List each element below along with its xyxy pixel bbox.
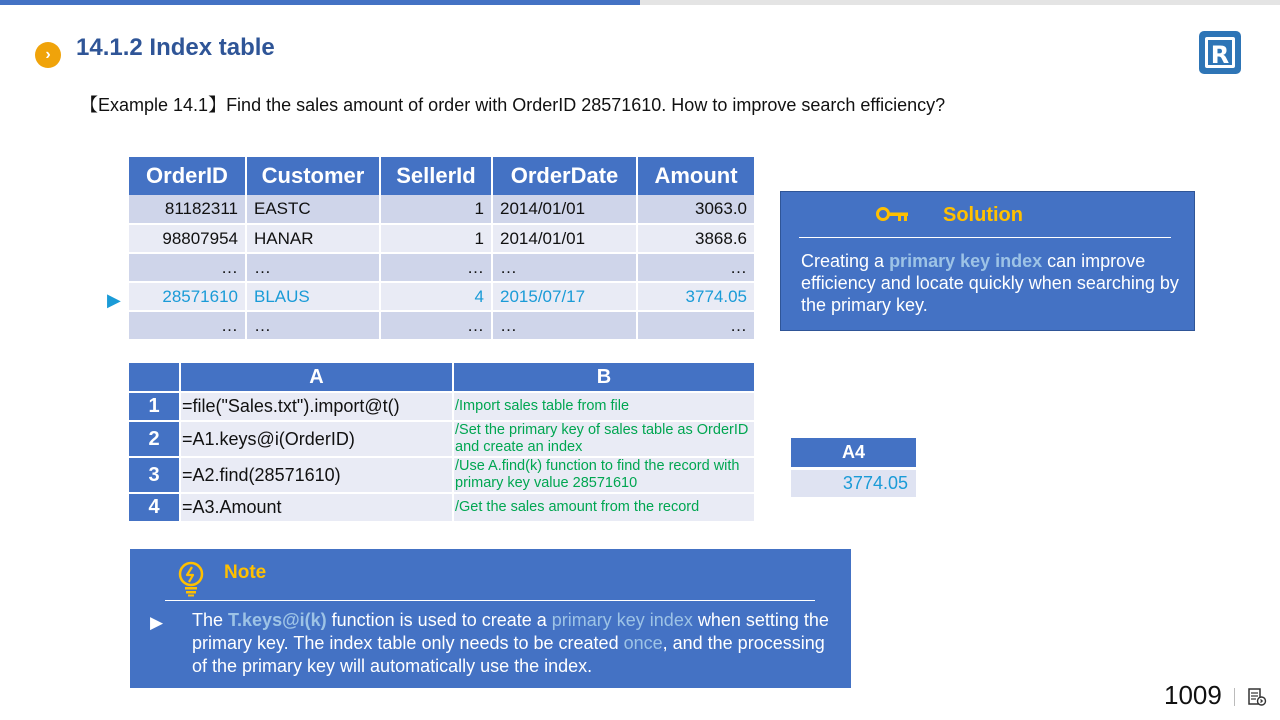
grid-code-cell: =A1.keys@i(OrderID) [180,421,453,457]
grid-row [129,421,755,457]
example-statement: 【Example 14.1】Find the sales amount of order with OrderID 28571610. How to improve search efficiency? [80,95,946,115]
cell-sellerid: … [380,253,492,282]
solution-divider [799,237,1171,238]
grid-row [129,493,755,522]
page-title: 14.1.2 Index table [76,34,275,61]
grid-row-number: 3 [129,457,180,493]
grid-row-number: 1 [129,392,180,421]
cell-orderid: 81182311 [129,195,246,224]
grid-row [129,392,755,421]
result-table [791,438,916,497]
table-row [129,224,755,253]
table-row [129,253,755,282]
grid-code-cell: =A3.Amount [180,493,453,522]
grid-corner [129,363,180,392]
cell-sellerid: … [380,311,492,340]
solution-text-after: can improve efficiency and locate quickly when searching by the primary key. [801,251,1179,315]
logo-letter: R [1210,41,1230,69]
cell-amount: … [637,311,755,340]
note-box [130,549,851,688]
cell-orderdate: 2015/07/17 [492,282,637,311]
solution-title: Solution [943,204,1023,226]
cell-customer: HANAR [246,224,380,253]
note-bullet-icon: ▶ [150,613,164,632]
table-row-highlighted [129,282,755,311]
note-part4: , and the processing of the primary key will automatically use the index. [192,633,825,676]
top-progress-track [640,0,1280,5]
lightbulb-icon [176,561,206,597]
cell-orderid: 98807954 [129,224,246,253]
grid-header [129,363,755,392]
sales-table-header [129,157,755,195]
col-header-amount: Amount [637,157,755,195]
solution-text [801,250,1181,316]
sales-table [129,157,756,341]
cell-customer: BLAUS [246,282,380,311]
brand-logo [1199,31,1241,74]
highlight-row-marker: ▶ [107,290,121,310]
cell-customer: EASTC [246,195,380,224]
cell-amount: … [637,253,755,282]
cell-amount: 3868.6 [637,224,755,253]
note-function-name: T.keys@i(k) [228,610,327,630]
grid-comment-cell: /Get the sales amount from the record [453,493,755,522]
result-value: 3774.05 [791,468,916,497]
note-divider [165,600,815,601]
solution-highlight: primary key index [889,251,1043,271]
col-header-orderdate: OrderDate [492,157,637,195]
table-row [129,195,755,224]
cell-customer: … [246,253,380,282]
page-separator [1234,688,1235,706]
note-part1: The [192,610,229,630]
section-bullet-icon: › [35,42,61,68]
grid-comment-cell: /Import sales table from file [453,392,755,421]
grid-col-a: A [180,363,453,392]
cell-sellerid: 1 [380,224,492,253]
grid-row [129,457,755,493]
cell-orderid: 28571610 [129,282,246,311]
note-text [192,609,842,678]
note-part2: function is used to create a [326,610,552,630]
grid-comment-cell: /Use A.find(k) function to find the record with primary key value 28571610 [453,457,755,493]
key-icon [876,204,910,224]
grid-row-number: 4 [129,493,180,522]
result-header: A4 [791,438,916,468]
cell-amount: 3063.0 [637,195,755,224]
solution-text-before: Creating a [801,251,890,271]
grid-comment-cell: /Set the primary key of sales table as OrderID and create an index [453,421,755,457]
cell-orderdate: 2014/01/01 [492,195,637,224]
solution-box [780,191,1195,331]
cell-customer: … [246,311,380,340]
cell-orderdate: … [492,253,637,282]
col-header-customer: Customer [246,157,380,195]
grid-col-b: B [453,363,755,392]
table-row [129,311,755,340]
cell-orderdate: … [492,311,637,340]
note-once: once [623,633,663,653]
slide-show-icon[interactable] [1247,687,1267,707]
logo-frame [1205,37,1235,68]
note-part3: when setting the primary key. The index table only needs to be created [192,610,829,653]
grid-code-cell: =A2.find(28571610) [180,457,453,493]
cell-orderid: … [129,311,246,340]
note-title: Note [224,562,267,583]
top-progress-bar [0,0,640,5]
cell-sellerid: 4 [380,282,492,311]
cell-sellerid: 1 [380,195,492,224]
cell-orderdate: 2014/01/01 [492,224,637,253]
col-header-sellerid: SellerId [380,157,492,195]
cell-amount: 3774.05 [637,282,755,311]
cell-orderid: … [129,253,246,282]
page-number: 1009 [1164,680,1222,710]
grid-row-number: 2 [129,421,180,457]
col-header-orderid: OrderID [129,157,246,195]
grid-code-cell: =file("Sales.txt").import@t() [180,392,453,421]
note-pk-index: primary key index [551,610,693,630]
code-grid [129,363,756,523]
